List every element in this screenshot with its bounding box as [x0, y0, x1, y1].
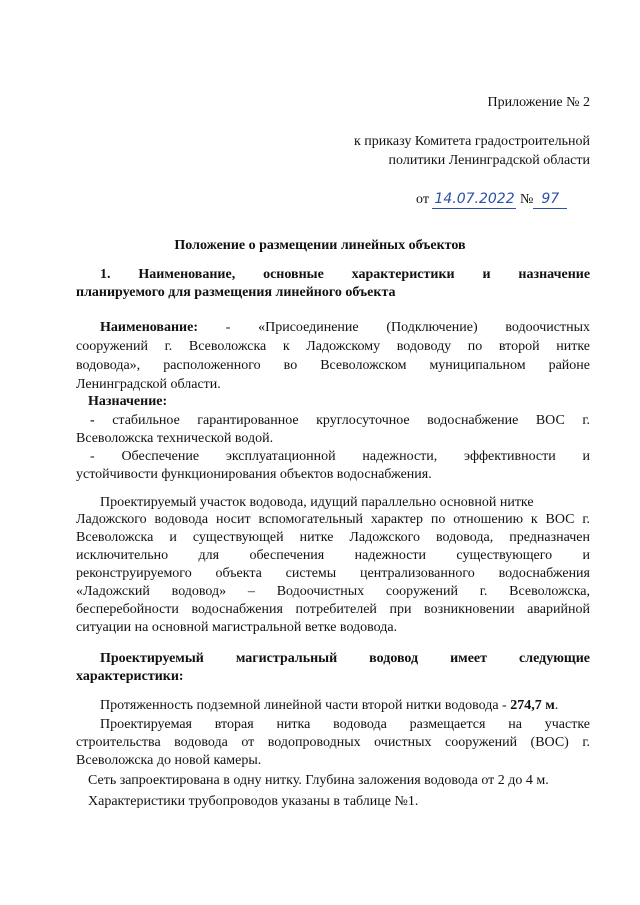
paragraph-1-line-6: «Ладожский водовод» – Водоочистных сооружений г. Всеволожска, — [76, 584, 590, 599]
characteristics-heading-line-1: Проектируемый магистральный водовод имеет следующие — [100, 651, 590, 666]
paragraph-1-line-2: Ладожского водовода носит вспомогательный характер по отношению к ВОС г. — [76, 512, 590, 527]
purpose-item-1-line-1: - стабильное гарантированное круглосуточное водоснабжение ВОС г. — [90, 413, 590, 428]
date-prefix: от — [416, 192, 429, 207]
handwritten-number: 97 — [533, 190, 567, 209]
number-prefix: № — [519, 192, 534, 207]
purpose-item-1-line-2: Всеволожска технической водой. — [76, 431, 274, 446]
second-thread-line-3: Всеволожска до новой камеры. — [76, 753, 262, 768]
paragraph-1-line-7: бесперебойности водоснабжения потребителей при возникновении аварийной — [76, 602, 590, 617]
length-value: 274,7 м — [510, 698, 555, 713]
order-date-line — [416, 190, 567, 209]
section-heading-line-1: 1. Наименование, основные характеристики и назначение — [100, 267, 591, 282]
name-line-3: водовода», расположенного во Всеволожском муниципальном районе — [76, 358, 590, 373]
name-label: Наименование: — [100, 320, 198, 335]
handwritten-date: 14.07.2022 — [434, 191, 515, 207]
section-heading-line-2: планируемого для размещения линейного объекта — [76, 285, 396, 300]
document-title: Положение о размещении линейных объектов — [174, 238, 466, 253]
purpose-item-2-line-1: - Обеспечение эксплуатационной надежности, эффективности и — [90, 449, 590, 464]
paragraph-1-line-8: ситуации на основной магистральной ветке водовода. — [76, 620, 398, 635]
order-line-1: к приказу Комитета градостроительной — [354, 134, 590, 149]
name-line-1: Наименование: - «Присоединение (Подключение) водоочистных — [100, 320, 591, 335]
paragraph-1-line-4: исключительно для обеспечения надежности существующего и — [76, 548, 590, 563]
name-line-4: Ленинградской области. — [76, 377, 221, 392]
paragraph-1-line-5: реконструируемого объекта системы централизованного водоснабжения — [76, 566, 590, 581]
paragraph-1-line-3: Всеволожска и существующей нитке Ладожского водовода, предназначен — [76, 530, 590, 545]
purpose-item-2-line-2: устойчивости функционирования объектов водоснабжения. — [76, 467, 432, 482]
order-line-2: политики Ленинградской области — [388, 153, 590, 168]
paragraph-1-line-1: Проектируемый участок водовода, идущий параллельно основной нитке — [100, 495, 534, 510]
appendix-number: Приложение № 2 — [487, 95, 590, 110]
length-line: Протяженность подземной линейной части второй нитки водовода - 274,7 м. — [100, 698, 559, 713]
characteristics-heading-line-2: характеристики: — [76, 669, 184, 684]
second-thread-line-1: Проектируемая вторая нитка водовода размещается на участке — [100, 717, 590, 732]
network-line: Сеть запроектирована в одну нитку. Глубина заложения водовода от 2 до 4 м. — [88, 773, 549, 788]
purpose-label: Назначение: — [88, 394, 168, 409]
table-reference-line: Характеристики трубопроводов указаны в таблице №1. — [88, 794, 419, 809]
name-line-2: сооружений г. Всеволожска к Ладожскому водоводу по второй нитке — [76, 339, 590, 354]
second-thread-line-2: строительства водовода от водопроводных очистных сооружений (ВОС) г. — [76, 735, 590, 750]
